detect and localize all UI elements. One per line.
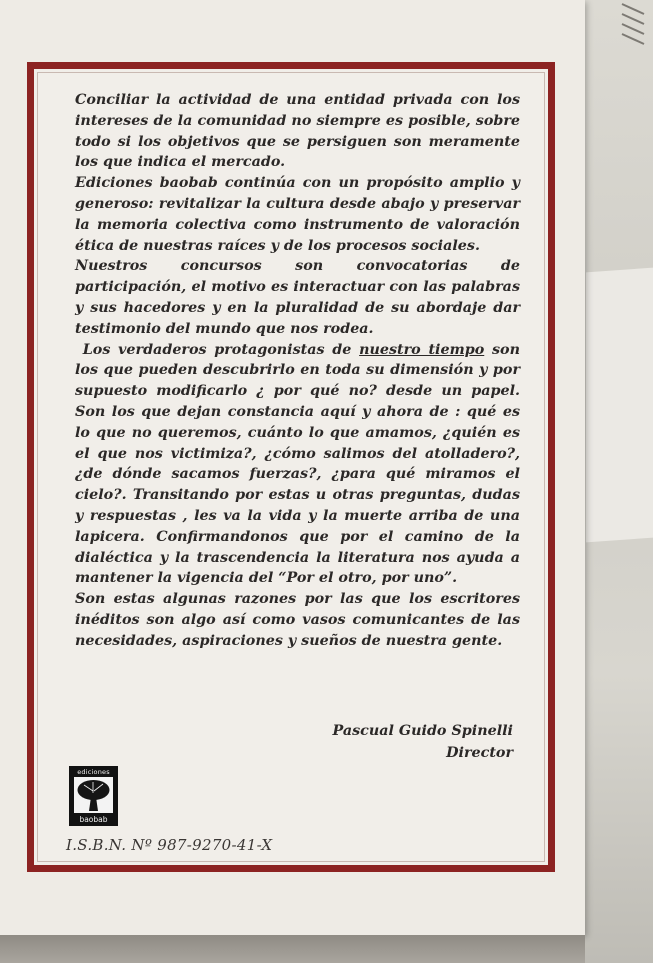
isbn-number: I.S.B.N. Nº 987-9270-41-X: [66, 836, 273, 854]
author-name: Pascual Guido Spinelli: [332, 723, 513, 739]
spiral-binding-icon: [618, 2, 648, 62]
signature-block: [332, 720, 513, 764]
baobab-tree-icon: [74, 777, 113, 813]
paragraph-1: Conciliar la actividad de una entidad privada con los intereses de la comunidad no siempre es posible, sobre todo si los objetivos que se persiguen son meramente los que indica el mercado.: [75, 92, 520, 171]
paragraph-5: Son estas algunas razones por las que los escritores inéditos son algo así como vasos comunicantes de las necesidades, aspiraciones y sueños de nuestra gente.: [75, 591, 520, 649]
paragraph-4-start: Los verdaderos protagonistas de: [82, 341, 360, 358]
paragraph-4: [75, 340, 520, 590]
paragraph-4-rest: son los que pueden descubrirlo en toda su dimensión y por supuesto modificarlo ¿ por qué no? desde un papel. Son los que dejan constancia aquí y ahora de : qué es lo que no queremos, cuánto lo que amamos, ¿quién es el que nos victimiza?, ¿cómo salimos del atolladero?, ¿de dónde sacamos fuerzas?, ¿para qué miramos el cielo?. Transitando por estas u otras preguntas, dudas y respuestas , les va la vida y la muerte arriba de una lapicera. Confirmandonos que por el camino de la dialéctica y la trascendencia la literatura nos ayuda a mantener la vigencia del “Por el otro, por uno”.: [75, 341, 520, 587]
underlined-phrase: nuestro tiempo: [359, 341, 485, 358]
cover-text: [75, 90, 520, 652]
paragraph-2: Ediciones baobab continúa con un propósito amplio y generoso: revitalizar la cultura desde abajo y preservar la memoria colectiva como instrumento de valoración ética de nuestras raíces y de los procesos sociales.: [75, 175, 520, 254]
logo-top-text: ediciones: [77, 768, 110, 776]
background-page: [586, 268, 653, 543]
table-edge: [0, 935, 585, 963]
logo-bottom-text: baobab: [79, 815, 108, 824]
publisher-logo: [69, 766, 118, 826]
paragraph-3: Nuestros concursos son convocatorias de participación, el motivo es interactuar con las palabras y sus hacedores y en la pluralidad de su abordaje dar testimonio del mundo que nos rodea.: [75, 258, 520, 337]
author-role: Director: [446, 745, 513, 761]
